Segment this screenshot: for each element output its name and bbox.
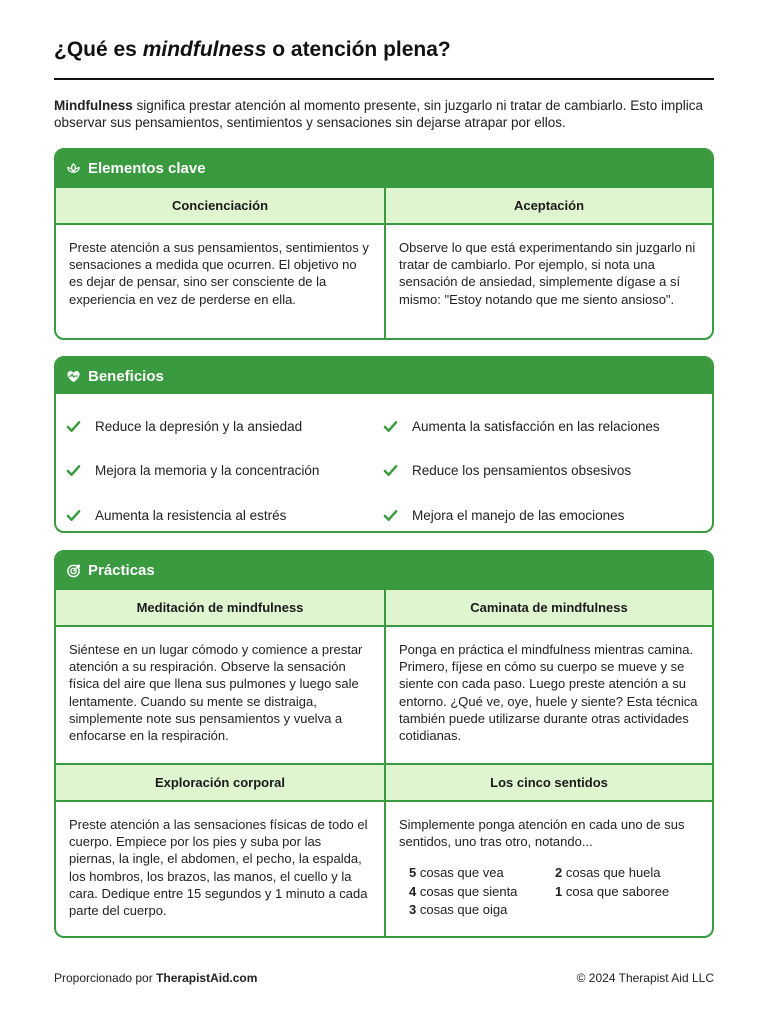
checkmark-icon: [383, 463, 398, 478]
benefit-item: Mejora la memoria y la concentración: [66, 449, 383, 494]
practice-title-five-senses: Los cinco sentidos: [384, 763, 712, 800]
benefit-item: Aumenta la satisfacción en las relaciones: [383, 404, 702, 449]
sense-item: 2 cosas que huela: [555, 865, 661, 881]
benefit-item: Reduce los pensamientos obsesivos: [383, 449, 702, 494]
practices-card: [54, 550, 714, 938]
benefit-item: Reduce la depresión y la ansiedad: [66, 404, 383, 449]
key-elements-title: Elementos clave: [88, 159, 206, 177]
benefit-item: Aumenta la resistencia al estrés: [66, 493, 383, 533]
title-divider: [54, 78, 714, 80]
key-elements-header: [56, 150, 712, 186]
practice-text-walking: Ponga en práctica el mindfulness mientras camina. Primero, fíjese en cómo su cuerpo se mueve y se siente con cada paso. Luego preste atención a su entorno. ¿Qué ve, oye, huele y siente? Esta técnica también puede utilizarse durante otras actividades cotidianas.: [384, 625, 712, 763]
practice-title-meditation: Meditación de mindfulness: [56, 588, 384, 625]
practice-text-meditation: Siéntese en un lugar cómodo y comience a prestar atención a su respiración. Observe la sensación física del aire que llena sus pulmones y luego sale lentamente. Cuando su mente se distraiga, simplemente note sus pensamientos y vuelva a enfocarse en la respiración.: [56, 625, 384, 763]
column-header-awareness: Concienciación: [56, 186, 384, 223]
checkmark-icon: [66, 419, 81, 434]
intro-paragraph: Mindfulness significa prestar atención al momento presente, sin juzgarlo ni tratar de cambiarlo. Esto implica observar sus pensamientos, sentimientos y sensaciones sin dejarse atrapar por ellos.: [54, 98, 704, 130]
footer-site: TherapistAid.com: [156, 971, 258, 985]
practice-text-five-senses: Simplemente ponga atención en cada uno de sus sentidos, uno tras otro, notando...: [399, 817, 685, 850]
key-elements-grid: [56, 186, 712, 340]
checkmark-icon: [66, 508, 81, 523]
target-icon: [66, 563, 81, 578]
checkmark-icon: [66, 463, 81, 478]
sense-item: 3 cosas que oiga: [409, 901, 508, 917]
practice-text-body-scan: Preste atención a las sensaciones físicas de todo el cuerpo. Empiece por los pies y suba por las piernas, la ingle, el abdomen, el pecho, la espalda, los hombros, los brazos, las manos, el cuello y la cara. Dedique entre 15 segundos y 1 minuto a cada parte del cuerpo.: [56, 800, 384, 938]
practice-five-senses: [384, 800, 712, 938]
benefits-card: [54, 356, 714, 533]
checkmark-icon: [383, 419, 398, 434]
heart-pulse-icon: [66, 369, 81, 384]
checkmark-icon: [383, 508, 398, 523]
sense-item: 5 cosas que vea: [409, 865, 504, 881]
lotus-icon: [66, 161, 81, 176]
benefit-item: Mejora el manejo de las emociones: [383, 493, 702, 533]
sense-item: 4 cosas que sienta: [409, 883, 518, 899]
practice-title-body-scan: Exploración corporal: [56, 763, 384, 800]
title-emphasis: mindfulness: [142, 38, 267, 61]
intro-term: Mindfulness: [54, 98, 133, 113]
benefits-list: [56, 394, 712, 533]
practices-grid: [56, 588, 712, 938]
benefits-header: [56, 358, 712, 394]
senses-list: [399, 864, 699, 918]
awareness-text: Preste atención a sus pensamientos, sentimientos y sensaciones a medida que ocurren. El objetivo no es dejar de pensar, sino ser consciente de la experiencia en vez de perderse en ella.: [56, 223, 384, 340]
page-title: ¿Qué es mindfulness o atención plena?: [54, 38, 451, 61]
footer-copyright: © 2024 Therapist Aid LLC: [576, 971, 714, 985]
practices-header: [56, 552, 712, 588]
sense-item: 1 cosa que saboree: [555, 883, 670, 899]
column-header-acceptance: Aceptación: [384, 186, 712, 223]
practice-title-walking: Caminata de mindfulness: [384, 588, 712, 625]
key-elements-card: [54, 148, 714, 340]
footer-provided-by: Proporcionado por TherapistAid.com: [54, 971, 258, 985]
practices-title: Prácticas: [88, 561, 155, 579]
acceptance-text: Observe lo que está experimentando sin juzgarlo ni tratar de cambiarlo. Por ejemplo, si nota una sensación de ansiedad, simplemente dígase a sí mismo: "Estoy notando que me siento ansioso".: [384, 223, 712, 340]
benefits-title: Beneficios: [88, 367, 164, 385]
